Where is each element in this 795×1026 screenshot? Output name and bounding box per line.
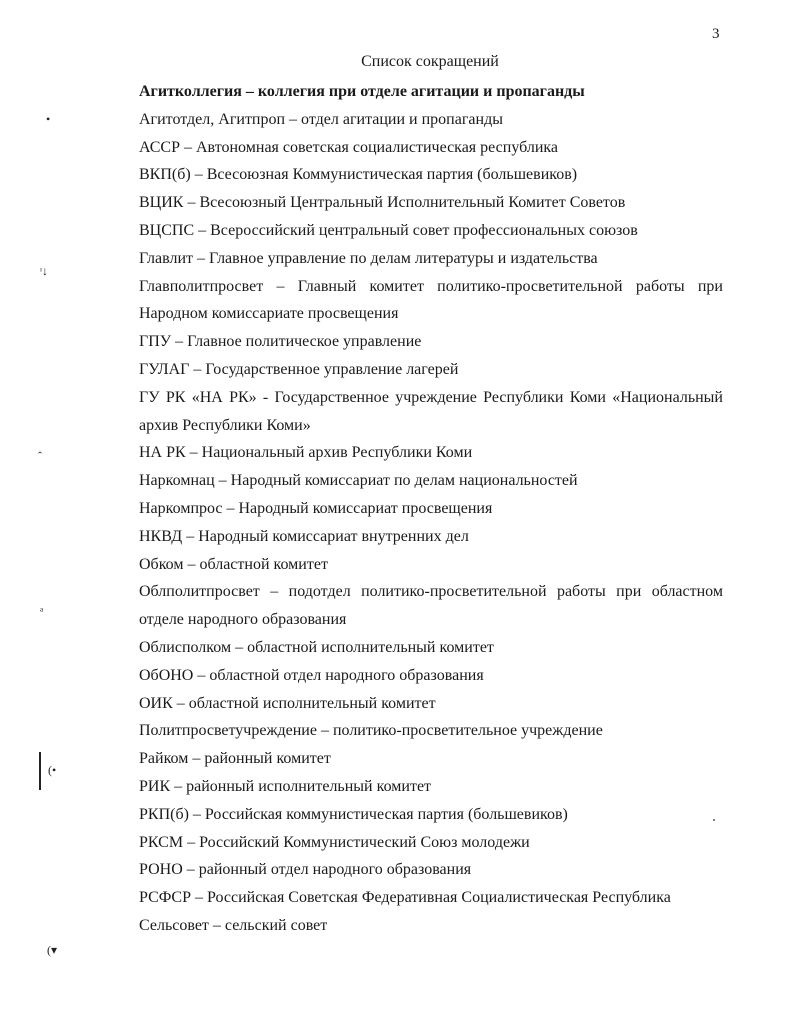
abbreviation-entry: ГУЛАГ – Государственное управление лагерей [139,360,459,378]
abbreviation-entry-line: Народном комиссариате просвещения [139,305,399,323]
abbreviation-entry: ОбОНО – областной отдел народного образования [139,666,484,684]
abbreviation-entry: НА РК – Национальный архив Республики Коми [139,444,473,462]
abbreviation-entry: РСФСР – Российская Советская Федеративная Социалистическая Республика [139,889,671,907]
abbreviation-entry: НКВД – Народный комиссариат внутренних дел [139,527,469,545]
scan-mark-icon: ᶦ↓ [40,264,48,278]
abbreviation-entry: Агитотдел, Агитпроп – отдел агитации и пропаганды [139,110,503,128]
abbreviation-entry: РКСМ – Российский Коммунистический Союз молодежи [139,833,530,851]
abbreviation-entry: ВКП(б) – Всесоюзная Коммунистическая партия (большевиков) [139,166,578,184]
abbreviation-entry: Сельсовет – сельский совет [139,916,328,934]
abbreviation-entry: АССР – Автономная советская социалистическая республика [139,138,559,156]
abbreviation-entry [139,384,723,440]
scan-mark-icon: (• [48,763,57,777]
scan-dot-mark [713,819,715,821]
abbreviation-entry: ГПУ – Главное политическое управление [139,333,422,351]
abbreviation-entry: Наркомнац – Народный комиссариат по делам национальностей [139,472,578,490]
scan-mark-icon: • [46,112,51,126]
abbreviation-entry: ОИК – областной исполнительный комитет [139,694,436,712]
abbreviation-entry: РИК – районный исполнительный комитет [139,777,432,795]
abbreviation-entry-line: Облполитпросвет – подотдел политико-просветительной работы при областном [139,583,723,601]
abbreviation-entry: Агитколлегия – коллегия при отделе агитации и пропаганды [139,83,585,100]
abbreviation-entry: Политпросветучреждение – политико-просветительное учреждение [139,722,603,740]
abbreviation-entry: Главлит – Главное управление по делам литературы и издательства [139,249,598,267]
abbreviation-entry: ВЦСПС – Всероссийский центральный совет профессиональных союзов [139,221,638,239]
abbreviation-list [139,78,723,940]
abbreviation-entry: Обком – областной комитет [139,555,328,573]
abbreviation-entry-line: Главполитпросвет – Главный комитет политико-просветительной работы при [139,277,723,295]
scan-mark-icon: ꞈ [38,440,42,454]
scan-mark-icon: (▾ [47,943,58,957]
abbreviation-entry: Облисполком – областной исполнительный комитет [139,638,494,656]
scan-line-mark [39,752,41,790]
abbreviation-entry-line: архив Республики Коми» [139,416,311,434]
abbreviation-entry [139,578,723,634]
abbreviation-entry: Райком – районный комитет [139,750,331,768]
page-title: Список сокращений [361,53,499,70]
abbreviation-entry-line: отделе народного образования [139,611,347,629]
scan-mark-icon: ᵃ [40,604,44,618]
abbreviation-entry: РОНО – районный отдел народного образования [139,861,472,879]
abbreviation-entry: РКП(б) – Российская коммунистическая партия (большевиков) [139,805,568,823]
abbreviation-entry [139,273,723,329]
abbreviation-entry-line: ГУ РК «НА РК» - Государственное учреждение Республики Коми «Национальный [139,388,723,406]
abbreviation-entry: ВЦИК – Всесоюзный Центральный Исполнительный Комитет Советов [139,194,626,212]
abbreviation-entry: Наркомпрос – Народный комиссариат просвещения [139,499,493,517]
page-number: 3 [712,26,720,42]
